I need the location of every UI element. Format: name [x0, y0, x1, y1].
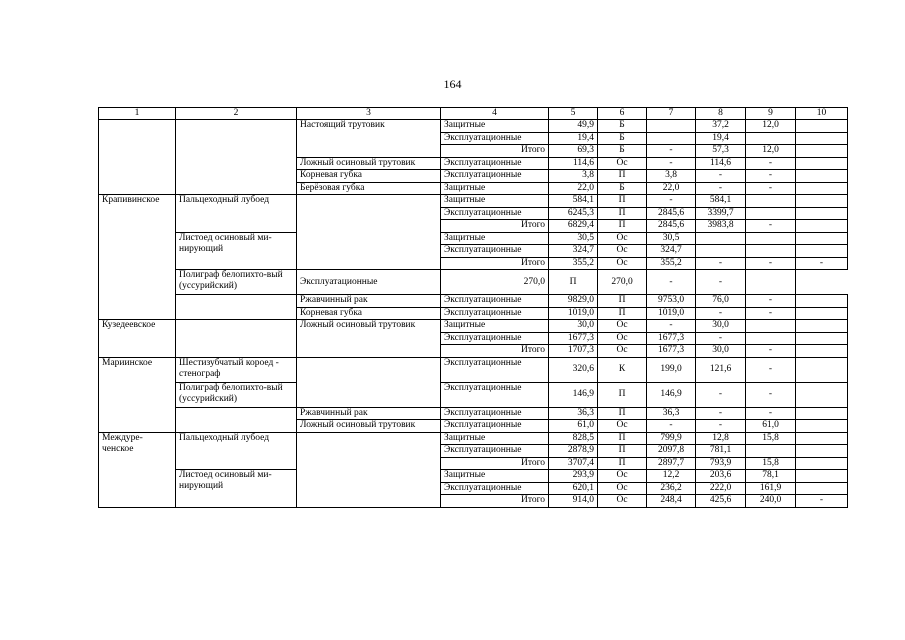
table-row [99, 407, 848, 420]
value-cell: 15,8 [746, 432, 796, 445]
table-row [99, 195, 848, 208]
value-cell: - [696, 182, 746, 195]
category-cell: Эксплуатационные [441, 357, 549, 382]
species-cell: К [598, 357, 647, 382]
value-cell: - [746, 382, 796, 407]
value-cell: 121,6 [696, 357, 746, 382]
pest-cell: Шестизубчатый короед - стенограф [176, 357, 297, 382]
value-cell [796, 357, 848, 382]
species-cell: Ос [598, 157, 647, 170]
value-cell: - [746, 295, 796, 308]
area-cell: 30,5 [549, 232, 598, 245]
value-cell: - [696, 257, 746, 270]
category-cell: Итого [441, 145, 549, 158]
value-cell [796, 120, 848, 133]
value-cell [746, 245, 796, 258]
category-cell: Эксплуатационные [441, 420, 549, 433]
value-cell: - [746, 357, 796, 382]
value-cell [796, 207, 848, 220]
disease-cell: Ложный осиновый трутовик [297, 420, 441, 433]
value-cell: 30,5 [647, 232, 696, 245]
value-cell [796, 307, 848, 320]
value-cell: - [696, 270, 746, 295]
value-cell [796, 420, 848, 433]
area-cell: 114,6 [549, 157, 598, 170]
species-cell: Ос [598, 420, 647, 433]
area-cell: 320,6 [549, 357, 598, 382]
area-cell: 270,0 [441, 270, 549, 295]
disease-cell [297, 432, 441, 507]
value-cell [746, 207, 796, 220]
area-cell: 36,3 [549, 407, 598, 420]
value-cell: 799,9 [647, 432, 696, 445]
area-cell: 49,9 [549, 120, 598, 133]
value-cell: 1677,3 [647, 332, 696, 345]
value-cell: 76,0 [696, 295, 746, 308]
species-cell: Ос [598, 345, 647, 358]
value-cell: - [696, 420, 746, 433]
species-cell: Ос [598, 232, 647, 245]
area-cell: 61,0 [549, 420, 598, 433]
pest-cell [176, 120, 297, 195]
value-cell [796, 457, 848, 470]
table-row [99, 470, 848, 483]
value-cell [796, 470, 848, 483]
value-cell: 3,8 [647, 170, 696, 183]
value-cell: 199,0 [647, 357, 696, 382]
area-cell: 30,0 [549, 320, 598, 333]
table-row [99, 232, 848, 245]
forestry-cell: Кузедеевское [99, 320, 176, 358]
area-cell: 22,0 [549, 182, 598, 195]
category-cell: Эксплуатационные [441, 482, 549, 495]
value-cell: 1019,0 [647, 307, 696, 320]
value-cell: 12,8 [696, 432, 746, 445]
area-cell: 6245,3 [549, 207, 598, 220]
disease-cell: Настоящий трутовик [297, 120, 441, 158]
area-cell: 3,8 [549, 170, 598, 183]
header-cell: 6 [598, 108, 647, 120]
value-cell: 9753,0 [647, 295, 696, 308]
area-cell: 828,5 [549, 432, 598, 445]
value-cell: 781,1 [696, 445, 746, 458]
category-cell: Защитные [441, 320, 549, 333]
category-cell: Итого [441, 220, 549, 233]
category-cell: Эксплуатационные [441, 207, 549, 220]
value-cell [746, 270, 796, 295]
value-cell: - [696, 332, 746, 345]
header-cell: 5 [549, 108, 598, 120]
disease-cell [297, 195, 441, 270]
value-cell: - [696, 382, 746, 407]
species-cell: Ос [598, 245, 647, 258]
forest-pathology-table [98, 107, 848, 508]
value-cell [647, 120, 696, 133]
value-cell: 270,0 [598, 270, 647, 295]
table-row [99, 270, 848, 295]
area-cell: 2878,9 [549, 445, 598, 458]
value-cell [796, 232, 848, 245]
category-cell: Итого [441, 257, 549, 270]
value-cell: 57,3 [696, 145, 746, 158]
forestry-cell: Междуре-ченское [99, 432, 176, 507]
pest-cell: Полиграф белопихто-вый (уссурийский) [176, 382, 297, 407]
area-cell: 9829,0 [549, 295, 598, 308]
value-cell: 248,4 [647, 495, 696, 508]
area-cell: 3707,4 [549, 457, 598, 470]
pest-cell [176, 407, 297, 432]
header-cell: 4 [441, 108, 549, 120]
value-cell: 30,0 [696, 345, 746, 358]
category-cell: Защитные [441, 432, 549, 445]
value-cell: 2845,6 [647, 220, 696, 233]
category-cell: Эксплуатационные [441, 170, 549, 183]
value-cell: 240,0 [746, 495, 796, 508]
value-cell: 355,2 [647, 257, 696, 270]
species-cell: П [598, 207, 647, 220]
area-cell: 1019,0 [549, 307, 598, 320]
header-row [99, 108, 848, 120]
value-cell: - [746, 157, 796, 170]
area-cell: 6829,4 [549, 220, 598, 233]
value-cell [796, 132, 848, 145]
value-cell: 30,0 [696, 320, 746, 333]
category-cell: Итого [441, 345, 549, 358]
value-cell: - [647, 320, 696, 333]
value-cell: 37,2 [696, 120, 746, 133]
table-row [99, 382, 848, 407]
area-cell: 1677,3 [549, 332, 598, 345]
area-cell: 584,1 [549, 195, 598, 208]
species-cell: П [598, 295, 647, 308]
header-cell: 10 [796, 108, 848, 120]
value-cell [696, 232, 746, 245]
value-cell [796, 445, 848, 458]
value-cell: 324,7 [647, 245, 696, 258]
header-cell: 8 [696, 108, 746, 120]
pest-cell [176, 320, 297, 358]
value-cell: 12,2 [647, 470, 696, 483]
disease-cell: Корневая губка [297, 170, 441, 183]
value-cell: 222,0 [696, 482, 746, 495]
value-cell: - [696, 307, 746, 320]
value-cell [796, 245, 848, 258]
value-cell: 161,9 [746, 482, 796, 495]
value-cell: - [647, 420, 696, 433]
category-cell: Эксплуатационные [297, 270, 441, 295]
value-cell [746, 132, 796, 145]
area-cell: 355,2 [549, 257, 598, 270]
species-cell: П [598, 307, 647, 320]
value-cell: 584,1 [696, 195, 746, 208]
value-cell: - [696, 170, 746, 183]
value-cell [796, 320, 848, 333]
value-cell: 36,3 [647, 407, 696, 420]
value-cell: 78,1 [746, 470, 796, 483]
value-cell [796, 482, 848, 495]
value-cell [796, 145, 848, 158]
area-cell: 324,7 [549, 245, 598, 258]
value-cell [746, 445, 796, 458]
disease-cell [297, 357, 441, 407]
value-cell: 3399,7 [696, 207, 746, 220]
value-cell: 146,9 [647, 382, 696, 407]
species-cell: Б [598, 132, 647, 145]
pest-cell [176, 295, 297, 320]
category-cell: Эксплуатационные [441, 307, 549, 320]
table-row [99, 432, 848, 445]
species-cell: Ос [598, 470, 647, 483]
value-cell: 19,4 [696, 132, 746, 145]
area-cell: 1707,3 [549, 345, 598, 358]
species-cell: П [598, 170, 647, 183]
category-cell: Эксплуатационные [441, 245, 549, 258]
table-row [99, 295, 848, 308]
value-cell [796, 295, 848, 308]
category-cell: Защитные [441, 195, 549, 208]
value-cell [796, 182, 848, 195]
header-cell: 2 [176, 108, 297, 120]
value-cell: 793,9 [696, 457, 746, 470]
area-cell: 293,9 [549, 470, 598, 483]
area-cell: 620,1 [549, 482, 598, 495]
disease-cell: Ложный осиновый трутовик [297, 320, 441, 358]
pest-cell: Листоед осиновый ми-нирующий [176, 470, 297, 508]
area-cell: 19,4 [549, 132, 598, 145]
species-cell: Б [598, 145, 647, 158]
value-cell: - [746, 182, 796, 195]
category-cell: Защитные [441, 470, 549, 483]
forestry-cell: Крапивинское [99, 195, 176, 320]
category-cell: Эксплуатационные [441, 132, 549, 145]
header-cell: 1 [99, 108, 176, 120]
value-cell: - [746, 307, 796, 320]
table-row [99, 120, 848, 133]
value-cell: 22,0 [647, 182, 696, 195]
table-row [99, 320, 848, 333]
value-cell: 15,8 [746, 457, 796, 470]
value-cell: - [647, 145, 696, 158]
species-cell: П [598, 432, 647, 445]
species-cell: Ос [598, 482, 647, 495]
category-cell: Эксплуатационные [441, 295, 549, 308]
value-cell: 2097,8 [647, 445, 696, 458]
pest-cell: Полиграф белопихто-вый (уссурийский) [176, 270, 297, 295]
value-cell: - [647, 157, 696, 170]
species-cell: П [598, 445, 647, 458]
value-cell [746, 320, 796, 333]
category-cell: Эксплуатационные [441, 332, 549, 345]
value-cell [796, 220, 848, 233]
value-cell: 425,6 [696, 495, 746, 508]
pest-cell: Пальцеходный лубоед [176, 432, 297, 470]
value-cell [796, 170, 848, 183]
category-cell: Эксплуатационные [441, 445, 549, 458]
header-cell: 7 [647, 108, 696, 120]
species-cell: Б [598, 120, 647, 133]
species-cell: Ос [598, 332, 647, 345]
disease-cell: Берёзовая губка [297, 182, 441, 195]
species-cell: Ос [598, 495, 647, 508]
forestry-cell [99, 120, 176, 195]
value-cell: - [696, 407, 746, 420]
pest-cell: Листоед осиновый ми-нирующий [176, 232, 297, 270]
value-cell: - [796, 495, 848, 508]
value-cell: 3983,8 [696, 220, 746, 233]
value-cell: - [796, 257, 848, 270]
species-cell: П [598, 457, 647, 470]
species-cell: П [598, 382, 647, 407]
value-cell [746, 232, 796, 245]
species-cell: Ос [598, 320, 647, 333]
value-cell: - [746, 257, 796, 270]
value-cell: - [746, 407, 796, 420]
value-cell: - [647, 270, 696, 295]
disease-cell: Ржавчинный рак [297, 295, 441, 308]
category-cell: Эксплуатационные [441, 407, 549, 420]
value-cell: 12,0 [746, 145, 796, 158]
value-cell: 12,0 [746, 120, 796, 133]
value-cell: - [746, 170, 796, 183]
value-cell [796, 382, 848, 407]
value-cell [796, 332, 848, 345]
value-cell: 114,6 [696, 157, 746, 170]
value-cell [796, 157, 848, 170]
disease-cell: Корневая губка [297, 307, 441, 320]
value-cell [696, 245, 746, 258]
category-cell: Защитные [441, 120, 549, 133]
value-cell: - [647, 195, 696, 208]
value-cell [746, 195, 796, 208]
header-cell: 3 [297, 108, 441, 120]
category-cell: Эксплуатационные [441, 382, 549, 407]
value-cell: 236,2 [647, 482, 696, 495]
value-cell: 2897,7 [647, 457, 696, 470]
value-cell: 2845,6 [647, 207, 696, 220]
area-cell: 914,0 [549, 495, 598, 508]
category-cell: Эксплуатационные [441, 157, 549, 170]
category-cell: Итого [441, 457, 549, 470]
value-cell [796, 432, 848, 445]
table-row [99, 357, 848, 382]
value-cell [796, 345, 848, 358]
value-cell [746, 332, 796, 345]
value-cell [796, 195, 848, 208]
forestry-cell: Мариинское [99, 357, 176, 432]
species-cell: Б [598, 182, 647, 195]
species-cell: П [598, 195, 647, 208]
area-cell: 69,3 [549, 145, 598, 158]
header-cell: 9 [746, 108, 796, 120]
species-cell: П [598, 407, 647, 420]
value-cell: 203,6 [696, 470, 746, 483]
value-cell: 61,0 [746, 420, 796, 433]
value-cell: - [746, 220, 796, 233]
category-cell: Защитные [441, 182, 549, 195]
value-cell [647, 132, 696, 145]
species-cell: П [598, 220, 647, 233]
page-number: 164 [443, 77, 462, 91]
value-cell: - [746, 345, 796, 358]
value-cell [796, 407, 848, 420]
area-cell: 146,9 [549, 382, 598, 407]
pest-cell: Пальцеходный лубоед [176, 195, 297, 233]
category-cell: Защитные [441, 232, 549, 245]
category-cell: Итого [441, 495, 549, 508]
value-cell: 1677,3 [647, 345, 696, 358]
species-cell: Ос [598, 257, 647, 270]
species-cell: П [549, 270, 598, 295]
disease-cell: Ржавчинный рак [297, 407, 441, 420]
disease-cell: Ложный осиновый трутовик [297, 157, 441, 170]
